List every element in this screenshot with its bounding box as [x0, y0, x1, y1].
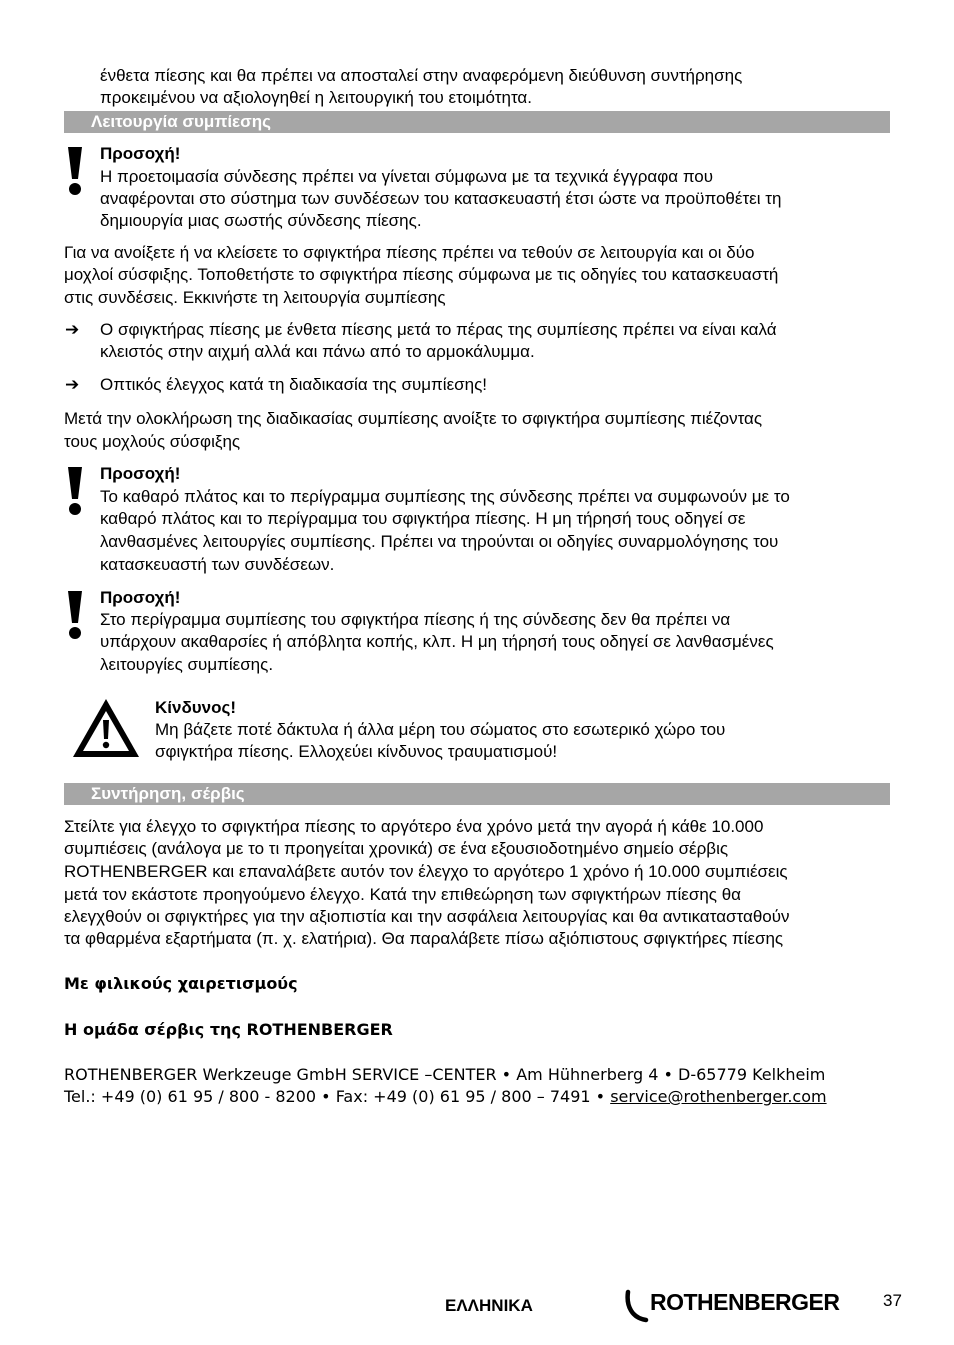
- bullet-2-text: Οπτικός έλεγχος κατά τη διαδικασία της συμπίεσης!: [100, 375, 488, 394]
- warning-2-title: Προσοχή!: [100, 464, 181, 483]
- warning-2-line-3: λανθασμένες λειτουργίες συμπίεσης. Πρέπει να τηρούνται οι οδηγίες συναρμολόγησης του: [100, 532, 779, 551]
- bullet-1-line-1: Ο σφιγκτήρας πίεσης με ένθετα πίεσης μετά το πέρας της συμπίεσης πρέπει να είναι καλά: [100, 320, 777, 339]
- danger-line-1: Μη βάζετε ποτέ δάκτυλα ή άλλα μέρη του σώματος στο εσωτερικό χώρο του: [155, 720, 726, 739]
- paragraph-3-line-6: τα φθαρμένα εξαρτήματα (π. χ. ελατήρια). Θα παραλάβετε πίσω αξιόπιστους σφιγκτήρες πίεσης: [64, 929, 784, 948]
- paragraph-1-line-3: στις συνδέσεις. Εκκινήστε τη λειτουργία συμπίεσης: [64, 288, 446, 307]
- contact-phone-fax: Tel.: +49 (0) 61 95 / 800 - 8200 • Fax: +49 (0) 61 95 / 800 – 7491 •: [64, 1087, 611, 1106]
- warning-3-line-2: υπάρχουν ακαθαρσίες ή απόβλητα κοπής, κλπ. Η μη τήρησή τους οδηγεί σε λανθασμένες: [100, 632, 774, 651]
- section-heading-compression: Λειτουργία συμπίεσης: [64, 111, 890, 133]
- warning-2-line-1: Το καθαρό πλάτος και το περίγραμμα συμπίεσης της σύνδεσης πρέπει να συμφωνούν με το: [100, 487, 790, 506]
- warning-2-line-2: καθαρό πλάτος και το περίγραμμα του σφιγκτήρα πίεσης. Η μη τήρησή τους οδηγεί σε: [100, 509, 746, 528]
- warning-3-title: Προσοχή!: [100, 588, 181, 607]
- address-line-2: [64, 1086, 827, 1109]
- email-link[interactable]: service@rothenberger.com: [610, 1087, 827, 1106]
- footer-brand: ROTHENBERGER: [650, 1289, 840, 1315]
- paragraph-1-line-2: μοχλοί σύσφιξης. Τοποθετήστε το σφιγκτήρα πίεσης σύμφωνα με τις οδηγίες του κατασκευαστή: [64, 265, 779, 284]
- paragraph-3-line-3: ROTHENBERGER και επαναλάβετε αυτόν τον έλεγχο το αργότερο 1 χρόνο ή 10.000 συμπιέσεις: [64, 862, 788, 881]
- exclamation-icon: [62, 145, 88, 197]
- arrow-right-icon: ➔: [65, 375, 80, 395]
- page-number: 37: [883, 1291, 902, 1310]
- warning-3-line-1: Στο περίγραμμα συμπίεσης του σφιγκτήρα πίεσης ή της σύνδεσης δεν θα πρέπει να: [100, 610, 731, 629]
- warning-1-title: Προσοχή!: [100, 144, 181, 163]
- paragraph-3-line-1: Στείλτε για έλεγχο το σφιγκτήρα πίεσης το αργότερο ένα χρόνο μετά την αγορά ή κάθε 10.000: [64, 817, 764, 836]
- warning-1-line-1: Η προετοιμασία σύνδεσης πρέπει να γίνεται σύμφωνα με τα τεχνικά έγγραφα που: [100, 167, 714, 186]
- bullet-1-line-2: κλειστός στην αιχμή αλλά και πάνω από το αρμοκάλυμμα.: [100, 342, 535, 361]
- address-line-1: ROTHENBERGER Werkzeuge GmbH SERVICE –CENTER • Am Hühnerberg 4 • D-65779 Kelkheim: [64, 1065, 826, 1084]
- intro-line-1: ένθετα πίεσης και θα πρέπει να αποσταλεί στην αναφερόμενη διεύθυνση συντήρησης: [100, 66, 743, 85]
- arrow-right-icon: ➔: [65, 320, 80, 340]
- paragraph-1-line-1: Για να ανοίξετε ή να κλείσετε το σφιγκτήρα πίεσης πρέπει να τεθούν σε λειτουργία και οι δύο: [64, 243, 755, 262]
- warning-3-line-3: λειτουργίες συμπίεσης.: [100, 655, 274, 674]
- paragraph-3-line-5: ελεγχθούν οι σφιγκτήρες για την αξιοπιστία και την ασφάλεια λειτουργίας και θα αντικατασταθούν: [64, 907, 790, 926]
- danger-title: Κίνδυνος!: [155, 698, 236, 717]
- paragraph-3-line-4: μετά τον εκάστοτε προηγούμενο έλεγχο. Κατά την επιθεώρηση των σφιγκτήρων πίεσης θα: [64, 885, 741, 904]
- paragraph-2-line-2: τους μοχλούς σύσφιξης: [64, 432, 241, 451]
- greeting: Με φιλικούς χαιρετισμούς: [64, 974, 298, 993]
- paragraph-3-line-2: συμπιέσεις (ανάλογα με το τι προηγείται χρονικά) σε ένα εξουσιοδοτημένο σημείο σέρβις: [64, 839, 729, 858]
- service-team: Η ομάδα σέρβις της ROTHENBERGER: [64, 1020, 393, 1039]
- warning-1-line-3: δημιουργία μιας σωστής σύνδεσης πίεσης.: [100, 211, 422, 230]
- section-heading-maintenance: Συντήρηση, σέρβις: [64, 783, 890, 805]
- warning-1-line-2: αναφέρονται στο σύστημα των συνδέσεων του κατασκευαστή έτσι ώστε να προϋποθέτει τη: [100, 189, 782, 208]
- exclamation-icon: [62, 465, 88, 517]
- paragraph-2-line-1: Μετά την ολοκλήρωση της διαδικασίας συμπίεσης ανοίξτε το σφιγκτήρα συμπίεσης πιέζοντας: [64, 409, 763, 428]
- intro-line-2: προκειμένου να αξιολογηθεί η λειτουργική του ετοιμότητα.: [100, 88, 532, 107]
- warning-triangle-icon: [70, 696, 142, 760]
- exclamation-icon: [62, 589, 88, 641]
- footer-language: ΕΛΛΗΝΙΚΑ: [445, 1296, 533, 1315]
- warning-2-line-4: κατασκευαστή των συνδέσεων.: [100, 555, 335, 574]
- danger-line-2: σφιγκτήρα πίεσης. Ελλοχεύει κίνδυνος τραυματισμού!: [155, 742, 558, 761]
